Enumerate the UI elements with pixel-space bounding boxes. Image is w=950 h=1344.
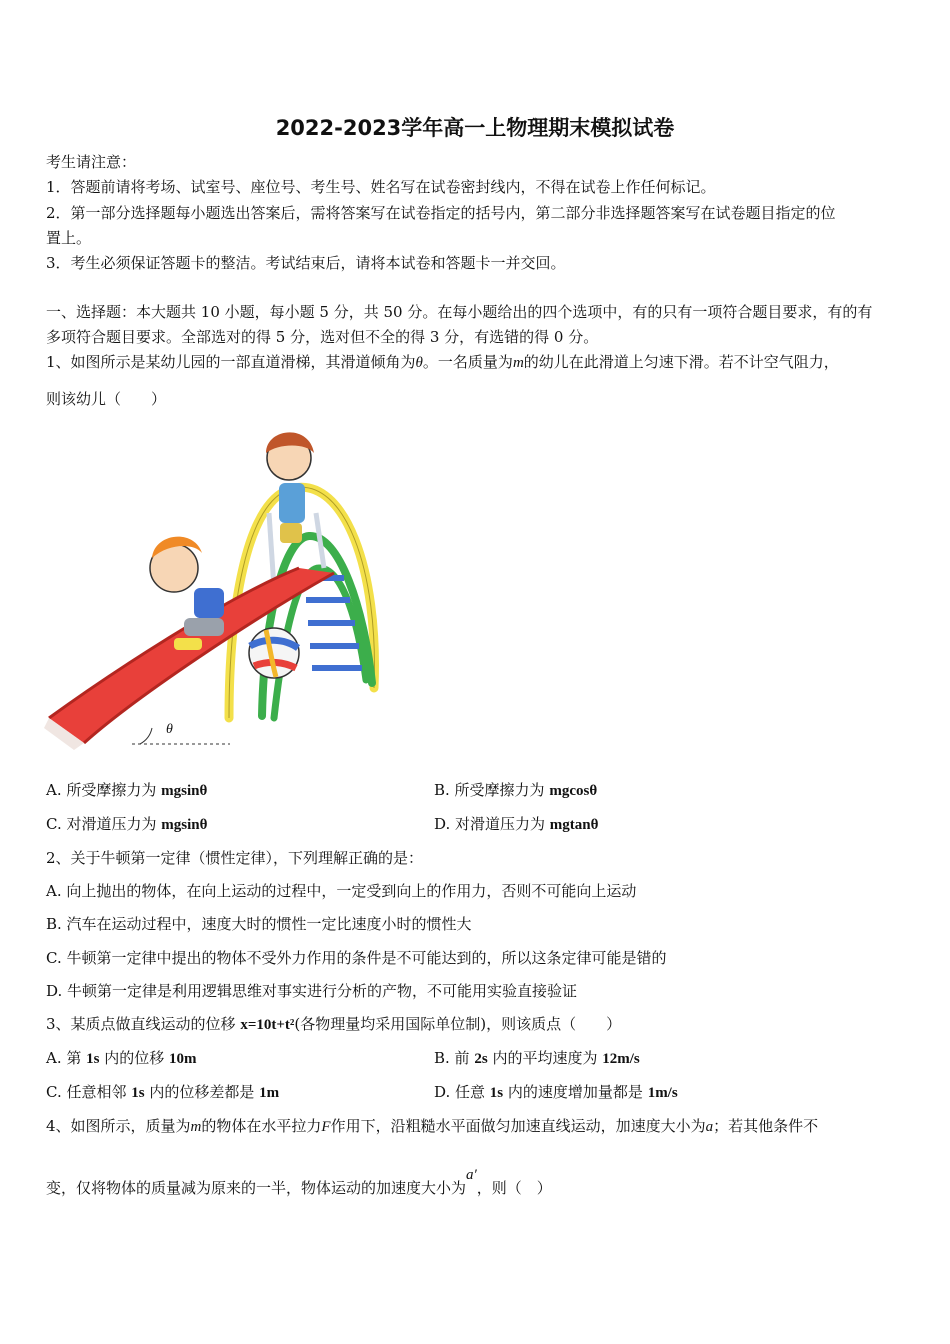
- notice-item-3: 3．考生必须保证答题卡的整洁。考试结束后，请将本试卷和答题卡一并交回。: [46, 254, 566, 272]
- q1-stem-a: 1、如图所示是某幼儿园的一部直道滑梯，其滑道倾角为: [46, 353, 416, 371]
- q4-stem-end: 变，仅将物体的质量减为原来的一半，物体运动的加速度大小为a′，则（ ）: [46, 1167, 552, 1197]
- q3-option-c: C. 任意相邻 1s 内的位移差都是 1m: [46, 1083, 280, 1101]
- q3-option-b: B. 前 2s 内的平均速度为 12m/s: [434, 1049, 640, 1067]
- q1-option-b: B. 所受摩擦力为 mgcosθ: [434, 781, 598, 799]
- q3-formula: x=10t+t²: [240, 1017, 295, 1033]
- q1-stem-c: 的幼儿在此滑道上匀速下滑。若不计空气阻力，: [523, 353, 839, 371]
- q1-theta: θ: [415, 355, 423, 371]
- page-title: 2022-2023学年高一上物理期末模拟试卷: [275, 116, 675, 140]
- section-instructions-1: 一、选择题：本大题共 10 小题，每小题 5 分，共 50 分。在每小题给出的四个选项中，有的只有一项符合题目要求，有的有: [46, 303, 873, 321]
- q4-stem: 4、如图所示，质量为m的物体在水平拉力F作用下，沿粗糙水平面做匀加速直线运动，加速度大小为a；若其他条件不: [46, 1117, 819, 1135]
- figure-angle-label: θ: [166, 722, 173, 737]
- q3-stem: 3、某质点做直线运动的位移 x=10t+t²(各物理量均采用国际单位制)，则该质点（ ）: [46, 1015, 622, 1033]
- q1-option-d: D. 对滑道压力为 mgtanθ: [434, 815, 599, 833]
- slide-illustration: [44, 418, 384, 758]
- q2-option-b: B. 汽车在运动过程中，速度大时的惯性一定比速度小时的惯性大: [46, 915, 472, 933]
- notice-item-2: 2．第一部分选择题每小题选出答案后，需将答案写在试卷指定的括号内，第二部分非选择题答案写在试卷题目指定的位: [46, 204, 836, 222]
- q4-force: F: [321, 1119, 331, 1135]
- q2-option-c: C. 牛顿第一定律中提出的物体不受外力作用的条件是不可能达到的，所以这条定律可能是错的: [46, 949, 667, 967]
- q3-option-d: D. 任意 1s 内的速度增加量都是 1m/s: [434, 1083, 678, 1101]
- q1-stem-end: 则该幼儿（ ）: [46, 390, 167, 408]
- q1-option-c: C. 对滑道压力为 mgsinθ: [46, 815, 208, 833]
- q4-acceleration: a: [705, 1119, 714, 1135]
- notice-item-1: 1．答题前请将考场、试室号、座位号、考生号、姓名写在试卷密封线内，不得在试卷上作任何标记。: [46, 178, 716, 196]
- section-instructions-2: 多项符合题目要求。全部选对的得 5 分，选对但不全的得 3 分，有选错的得 0 分。: [46, 328, 599, 346]
- q1-option-a: A. 所受摩擦力为 mgsinθ: [46, 781, 208, 799]
- q1-stem-b: 。一名质量为: [422, 353, 513, 371]
- q1-stem: [46, 352, 839, 373]
- q2-option-d: D. 牛顿第一定律是利用逻辑思维对事实进行分析的产物，不可能用实验直接验证: [46, 982, 578, 1000]
- q2-option-a: A. 向上抛出的物体，在向上运动的过程中，一定受到向上的作用力，否则不可能向上运动: [46, 882, 637, 900]
- notice-heading: 考生请注意：: [46, 153, 137, 171]
- q4-acceleration-prime: a′: [466, 1167, 477, 1183]
- q2-stem: 2、关于牛顿第一定律（惯性定律），下列理解正确的是：: [46, 849, 424, 867]
- notice-item-2-cont: 置上。: [46, 229, 92, 247]
- q4-mass: m: [190, 1119, 202, 1135]
- q3-option-a: A. 第 1s 内的位移 10m: [46, 1049, 197, 1067]
- q1-mass: m: [512, 355, 524, 371]
